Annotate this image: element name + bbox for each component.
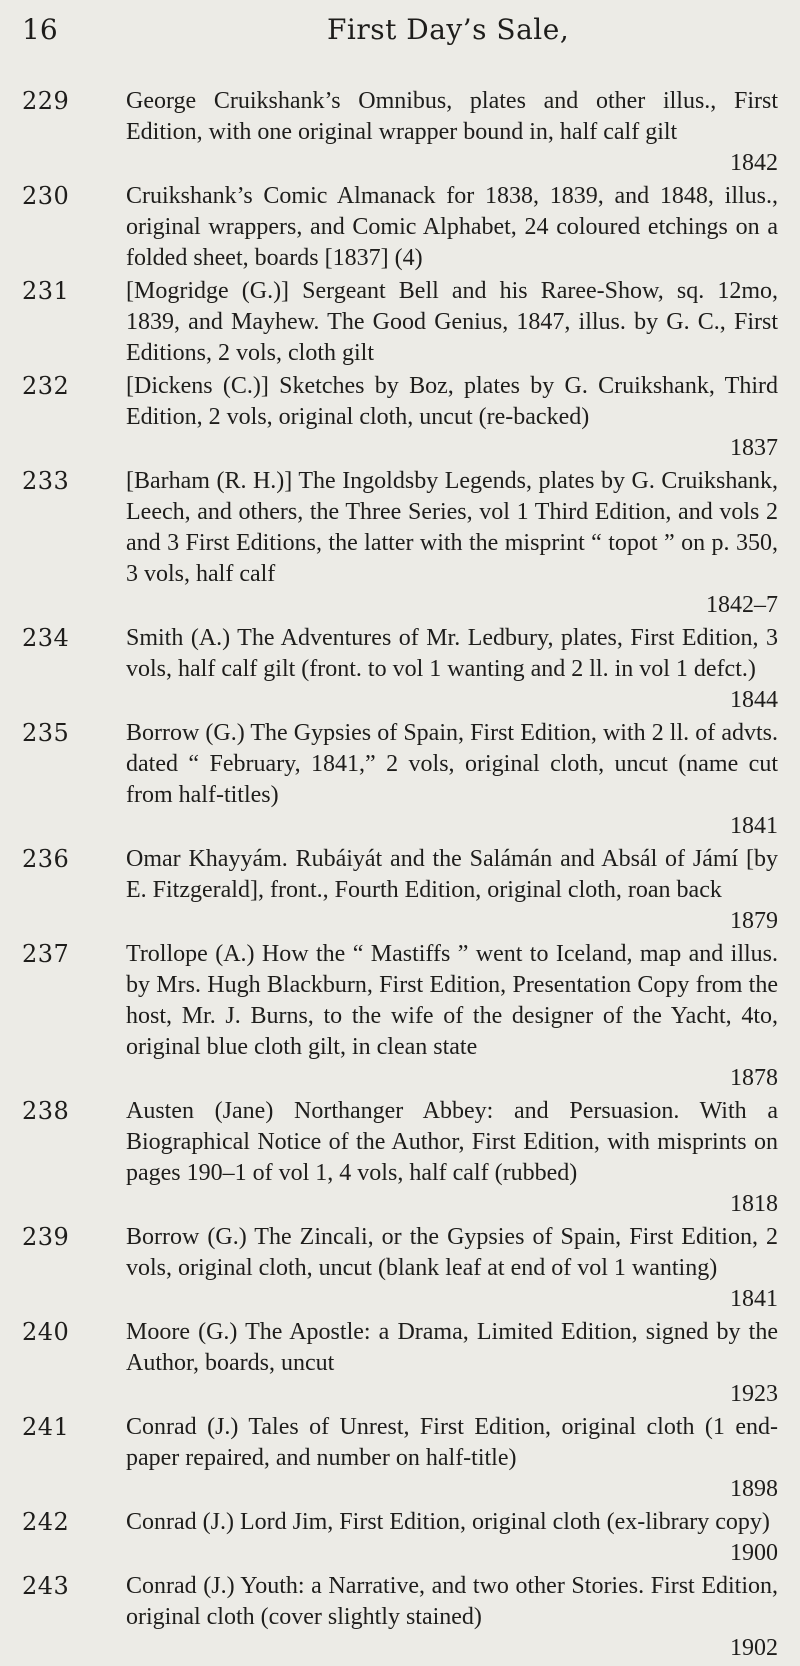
lot-entry [0,1096,800,1220]
lot-entry [0,1571,800,1664]
lot-entry [0,181,800,274]
lot-description [126,718,778,842]
lot-description [126,86,778,179]
lot-date: 1842 [730,150,778,176]
lot-date: 1841 [730,813,778,839]
lot-number: 234 [22,624,70,652]
lot-number: 231 [22,277,70,305]
lot-entry [0,1317,800,1410]
lot-list [0,86,800,1666]
lot-description-text: Austen (Jane) Northanger Abbey: and Persuasion. With a Biographical Notice of the Author, First Edition, with misprints on pages 190–1 of vol 1, 4 vols, half calf (rubbed) [126,1098,778,1186]
lot-description [126,1317,778,1410]
lot-description [126,1507,778,1569]
lot-date: 1898 [730,1476,778,1502]
lot-number: 242 [22,1508,70,1536]
lot-description-text: Omar Khayyám. Rubáiyát and the Salámán and Absál of Jámí [by E. Fitzgerald], front., Fourth Edition, original cloth, roan back [126,846,778,903]
lot-number: 235 [22,719,70,747]
lot-description-text: Conrad (J.) Lord Jim, First Edition, original cloth (ex-library copy) [126,1509,770,1535]
lot-description [126,623,778,716]
lot-entry [0,623,800,716]
lot-entry [0,844,800,937]
lot-description-text: Trollope (A.) How the “ Mastiffs ” went to Iceland, map and illus. by Mrs. Hugh Blackburn, First Edition, Presentation Copy from the host, Mr. J. Burns, to the wife of the designer of the Yacht, 4to, original blue cloth gilt, in clean state [126,941,778,1060]
lot-description [126,939,778,1094]
lot-description [126,371,778,464]
lot-date: 1837 [730,435,778,461]
lot-number: 237 [22,940,70,968]
page-header [0,8,800,52]
lot-date: 1842–7 [706,592,778,618]
lot-number: 238 [22,1097,70,1125]
lot-description-text: George Cruikshank’s Omnibus, plates and other illus., First Edition, with one original wrapper bound in, half calf gilt [126,88,778,145]
lot-description-text: Borrow (G.) The Gypsies of Spain, First Edition, with 2 ll. of advts. dated “ February, 1841,” 2 vols, original cloth, uncut (name cut from half-titles) [126,720,778,808]
lot-description [126,276,778,369]
lot-entry [0,276,800,369]
lot-number: 229 [22,87,70,115]
lot-number: 233 [22,467,70,495]
page-number: 16 [22,13,58,46]
lot-number: 243 [22,1572,70,1600]
lot-description [126,181,778,274]
lot-description-text: Smith (A.) The Adventures of Mr. Ledbury, plates, First Edition, 3 vols, half calf gilt (front. to vol 1 wanting and 2 ll. in vol 1 defct.) [126,625,778,682]
lot-entry [0,1412,800,1505]
lot-entry [0,1222,800,1315]
lot-description-text: [Mogridge (G.)] Sergeant Bell and his Raree-Show, sq. 12mo, 1839, and Mayhew. The Good Genius, 1847, illus. by G. C., First Editions, 2 vols, cloth gilt [126,278,778,366]
lot-entry [0,466,800,621]
lot-number: 232 [22,372,70,400]
lot-number: 241 [22,1413,70,1441]
lot-description-text: [Dickens (C.)] Sketches by Boz, plates by G. Cruikshank, Third Edition, 2 vols, original cloth, uncut (re-backed) [126,373,778,430]
lot-entry [0,371,800,464]
lot-date: 1879 [730,908,778,934]
lot-date: 1878 [730,1065,778,1091]
lot-description [126,466,778,621]
lot-description [126,1096,778,1220]
lot-entry [0,1507,800,1569]
lot-description-text: Moore (G.) The Apostle: a Drama, Limited Edition, signed by the Author, boards, uncut [126,1319,778,1376]
lot-date: 1844 [730,687,778,713]
lot-date: 1923 [730,1381,778,1407]
lot-description-text: Conrad (J.) Tales of Unrest, First Edition, original cloth (1 end-paper repaired, and number on half-title) [126,1414,778,1471]
lot-description [126,1222,778,1315]
lot-entry [0,939,800,1094]
lot-date: 1818 [730,1191,778,1217]
lot-description [126,1412,778,1505]
lot-number: 230 [22,182,70,210]
lot-description [126,844,778,937]
lot-description [126,1571,778,1664]
lot-description-text: Conrad (J.) Youth: a Narrative, and two other Stories. First Edition, original cloth (cover slightly stained) [126,1573,778,1630]
running-title: First Day’s Sale, [327,13,570,46]
lot-date: 1841 [730,1286,778,1312]
lot-description-text: Cruikshank’s Comic Almanack for 1838, 1839, and 1848, illus., original wrappers, and Comic Alphabet, 24 coloured etchings on a folded sheet, boards [1837] (4) [126,183,778,271]
lot-date: 1902 [730,1635,778,1661]
lot-number: 240 [22,1318,70,1346]
lot-entry [0,718,800,842]
lot-number: 239 [22,1223,70,1251]
lot-entry [0,86,800,179]
lot-description-text: Borrow (G.) The Zincali, or the Gypsies of Spain, First Edition, 2 vols, original cloth, uncut (blank leaf at end of vol 1 wanting) [126,1224,778,1281]
lot-date: 1900 [730,1540,778,1566]
lot-number: 236 [22,845,70,873]
lot-description-text: [Barham (R. H.)] The Ingoldsby Legends, plates by G. Cruikshank, Leech, and others, the Three Series, vol 1 Third Edition, and vols 2 and 3 First Editions, the latter with the misprint “ topot ” on p. 350, 3 vols, half calf [126,468,778,587]
